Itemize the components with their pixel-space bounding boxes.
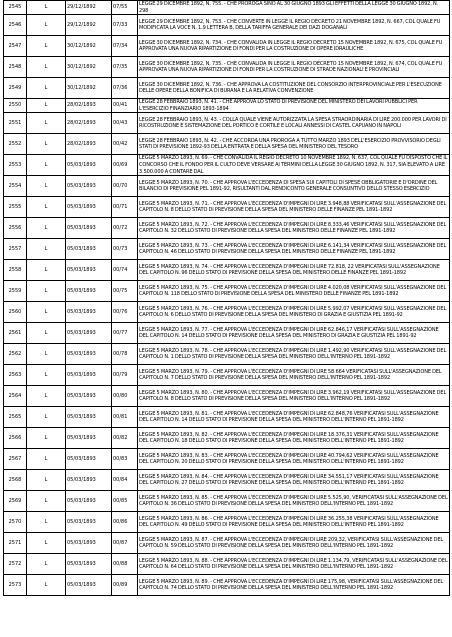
- record-number-cell: 00/69: [112, 155, 138, 176]
- record-date-cell: 05/03/1893: [66, 554, 112, 575]
- record-id-cell: 2559: [4, 281, 27, 302]
- record-text: LEGGE 5 MARZO 1893, N. 77. - CHE APPROVA L'ECCEDENZA D'IMPEGNI DI LIRE 62.846,17 VERIFICATASI SULL'ASSEGNAZIONE DEL CAPITOLO N. 14 DELLO STATO DI PREVISIONE DELLA SPESA DEL MINISTERO DI GRAZIA E GIUSTIZIA PEL 1891-92: [139, 326, 439, 340]
- record-text-cell: [138, 302, 450, 323]
- record-text: LEGGE 5 MARZO 1893, N. 89. - CHE APPROVA L'ECCEDENZA D'IMPEGNI DI LIRE 175,98, VERIFICATASI SULL'ASSEGNAZIONE DEL CAPITOLO N. 74 DELLO STATO DI PREVISIONE DELLA SPESA DEL MINISTERO DELL'INTERNO PEL 1891-1892: [139, 578, 444, 592]
- record-number-cell: 07/35: [112, 57, 138, 78]
- record-text-cell: [138, 239, 450, 260]
- record-id-cell: 2563: [4, 365, 27, 386]
- record-text-cell: [138, 218, 450, 239]
- record-number-cell: 00/72: [112, 218, 138, 239]
- record-text: LEGGE 5 MARZO 1893, N. 78. - CHE APPROVA L'ECCEDENZA D'IMPEGNI DI LIRE 1.492,90 VERIFICATASI SULL'ASSEGNAZIONE DEL CAPITOLO N. 1 DELLO STATO DI PREVISIONE DELLA SPESA DEL MINISTERO DELL'INTERNO PEL 1891-1892: [139, 347, 447, 361]
- table-row: [4, 218, 450, 239]
- record-date-cell: 05/03/1893: [66, 386, 112, 407]
- record-type-cell: L: [27, 344, 66, 365]
- record-type-cell: L: [27, 386, 66, 407]
- record-text: LEGGE 30 DICEMBRE 1892, N. 734. - CHE CONVALIDA IN LEGGE IL REGIO DECRETO 15 NOVEMBRE 1892, N. 675, COL QUALE FU APPROVATA UNA NUOVA RIPARTIZIONE DI FONDI PER LA COSTRUZIONE DI OPERE IDRAULICHE: [139, 39, 443, 53]
- table-row: [4, 99, 450, 113]
- record-text-cell: [138, 78, 450, 99]
- record-number-cell: 00/84: [112, 470, 138, 491]
- laws-table: [3, 0, 450, 596]
- record-date-cell: 05/03/1893: [66, 302, 112, 323]
- record-text: LEGGE 30 DICEMBRE 1892, N. 736. - CHE APPROVA LA COSTITUZIONE DEL CONSORZIO INTERPROVINCIALE PER L'ESECUZIONE DELLE OPERE DELLA BONIFICA DI BURANA E LA RELATIVA CONVENZIONE: [139, 81, 442, 95]
- record-text: LEGGE 5 MARZO 1893, N. 84. - CHE APPROVA L'ECCEDENZA D'IMPEGNI DI LIRE 34.551,17 VERIFICATASI SULL'ASSEGNAZIONE DEL CAPITOLO N. 27 DELLO STATO DI PREVISIONE DELLA SPESA DEL MINISTERO DELL'INTERNO PEL 1891-1892: [139, 473, 439, 487]
- record-text-cell: [138, 512, 450, 533]
- table-row: [4, 155, 450, 176]
- record-id-cell: 2550: [4, 99, 27, 113]
- record-date-cell: 05/03/1893: [66, 491, 112, 512]
- table-row: [4, 323, 450, 344]
- record-date-cell: 28/02/1893: [66, 134, 112, 155]
- record-id-cell: 2557: [4, 239, 27, 260]
- record-id-cell: 2561: [4, 323, 27, 344]
- record-type-cell: L: [27, 176, 66, 197]
- record-date-cell: 05/03/1893: [66, 365, 112, 386]
- table-row: [4, 239, 450, 260]
- record-number-cell: 00/89: [112, 575, 138, 596]
- record-type-cell: L: [27, 428, 66, 449]
- table-row: [4, 15, 450, 36]
- record-type-cell: L: [27, 260, 66, 281]
- record-id-cell: 2553: [4, 155, 27, 176]
- record-type-cell: L: [27, 57, 66, 78]
- record-text-cell: [138, 176, 450, 197]
- record-date-cell: 05/03/1893: [66, 428, 112, 449]
- record-text-cell: [138, 575, 450, 596]
- record-number-cell: 00/86: [112, 512, 138, 533]
- record-type-cell: L: [27, 36, 66, 57]
- laws-table-body: [4, 1, 450, 596]
- record-date-cell: 05/03/1893: [66, 407, 112, 428]
- record-number-cell: 00/80: [112, 386, 138, 407]
- record-text-cell: [138, 134, 450, 155]
- record-number-cell: 00/82: [112, 428, 138, 449]
- record-date-cell: 30/12/1892: [66, 78, 112, 99]
- record-id-cell: 2554: [4, 176, 27, 197]
- record-date-cell: 05/03/1893: [66, 197, 112, 218]
- table-row: [4, 260, 450, 281]
- record-type-cell: L: [27, 78, 66, 99]
- record-type-cell: L: [27, 197, 66, 218]
- record-id-cell: 2565: [4, 407, 27, 428]
- record-number-cell: 00/70: [112, 176, 138, 197]
- record-text-cell: [138, 386, 450, 407]
- record-id-cell: 2567: [4, 449, 27, 470]
- table-row: [4, 113, 450, 134]
- record-type-cell: L: [27, 407, 66, 428]
- record-text-cell: [138, 365, 450, 386]
- record-text: LEGGE 5 MARZO 1893, N. 86. - CHE APPROVA L'ECCEDENZA D'IMPEGNI DI LIRE 36.255,38 VERIFICATASI SULL'ASSEGNAZIONE DEL CAPITOLO N. 49 DELLO STATO DI PREVISIONE DELLA SPESA DEL MINISTERO DELL'INTERNO PEL 1891-1892: [139, 515, 439, 529]
- record-date-cell: 05/03/1893: [66, 239, 112, 260]
- record-type-cell: L: [27, 113, 66, 134]
- record-date-cell: 05/03/1893: [66, 533, 112, 554]
- table-row: [4, 575, 450, 596]
- record-text-cell: [138, 554, 450, 575]
- record-type-cell: L: [27, 302, 66, 323]
- table-row: [4, 1, 450, 15]
- record-type-cell: L: [27, 1, 66, 15]
- record-date-cell: 05/03/1893: [66, 512, 112, 533]
- record-type-cell: L: [27, 365, 66, 386]
- record-type-cell: L: [27, 134, 66, 155]
- record-id-cell: 2546: [4, 15, 27, 36]
- record-text-cell: [138, 344, 450, 365]
- record-text-cell: [138, 323, 450, 344]
- record-id-cell: 2545: [4, 1, 27, 15]
- record-number-cell: 00/87: [112, 533, 138, 554]
- record-text-cell: [138, 470, 450, 491]
- record-type-cell: L: [27, 575, 66, 596]
- record-id-cell: 2562: [4, 344, 27, 365]
- table-row: [4, 197, 450, 218]
- table-row: [4, 407, 450, 428]
- record-text: LEGGE 5 MARZO 1893, N. 75. - CHE APPROVA L'ECCEDENZA D'IMPEGNI DI LIRE 4.020,08 VERIFICATASI SULL'ASSEGNAZIONE DEL CAPITOLO N. 118 DELLO STATO DI PREVISIONE DELLA SPESA DEL MINISTERO DELLE FINANZE PEL 1891-1892: [139, 284, 447, 298]
- record-type-cell: L: [27, 323, 66, 344]
- record-text: LEGGE 5 MARZO 1893, N. 83. - CHE APPROVA L'ECCEDENZA D'IMPEGNI DI LIRE 40.794,62 VERIFICATASI SULL'ASSEGNAZIONE DEL CAPITOLO N. 20 DELLO STATO DI PREVISIONE DELLA SPESA DEL MINISTERO DELL'INTERNO PEL 1891-1892: [139, 452, 439, 466]
- record-text: LEGGE 5 MARZO 1893, N. 70. - CHE APPROVA L'ECCEDENZA DI SPESA SUI CAPITOLI DI SPESE OBBLIGATORIE E D'ORDINE DEL BILANCIO DI PREVISIONE PEL 1891-92, RISULTANTI DAL RENDICONTO GENERALE CONSUNTIVO DELLO STESSO ESERCIZIO: [139, 179, 438, 193]
- table-row: [4, 176, 450, 197]
- record-number-cell: 07/33: [112, 15, 138, 36]
- record-date-cell: 29/12/1892: [66, 15, 112, 36]
- record-number-cell: 00/81: [112, 407, 138, 428]
- table-row: [4, 281, 450, 302]
- record-text: LEGGE 5 MARZO 1893, N. 73. - CHE APPROVA L'ECCEDENZA D'IMPEGNI DI LIRE 6.141,34 VERIFICATASI SULL'ASSEGNAZIONE DEL CAPITOLO N. 46 DELLO STATO DI PREVISIONE DELLA SPESA DEL MINISTERO DELLE FINANZE PEL 1891-1892: [139, 242, 447, 256]
- record-text: LEGGE 30 DICEMBRE 1892, N. 735. - CHE CONVALIDA IN LEGGE IL REGIO DECRETO 15 NOVEMBRE 1892, N. 674, COL QUALE FU APPROVATA UNA NUOVA RIPARTIZIONE DI FONDI PER LA COSTRUZIONE DI STRADE NAZIONALI E PROVINCIALI: [139, 60, 443, 74]
- record-date-cell: 30/12/1892: [66, 36, 112, 57]
- record-text: LEGGE 5 MARZO 1893, N. 82. - CHE APPROVA L'ECCEDENZA D'IMPEGNI DI LIRE 18.376,31 VERIFICATASI SULL'ASSEGNAZIONE DEL CAPITOLO N. 18 DELLO STATO DI PREVISIONE DELLA SPESA DEL MINISTERO DELL'INTERNO PEL 1891-1892: [139, 431, 439, 445]
- record-text: LEGGE 5 MARZO 1893, N. 80. - CHE APPROVA L'ECCEDENZA D'IMPEGNI DI LIRE 3.962,19 VERIFICATASI SULL'ASSEGNAZIONE DEL CAPITOLO N. 8 DELLO STATO DI PREVISIONE DELLA SPESA DEL MINISTERO DELL'INTERNO PEL 1891-1892: [139, 389, 447, 403]
- record-id-cell: 2568: [4, 470, 27, 491]
- table-row: [4, 78, 450, 99]
- record-text: LEGGE 28 FEBBRAIO 1893, N. 41. - CHE APPROVA LO STATO DI PREVISIONE DEL MINISTERO DEI LAVORI PUBBLICI PER L'ESERCIZIO FINANZIARIO 1893-1894: [139, 99, 418, 112]
- record-text: LEGGE 5 MARZO 1893, N. 88. - CHE APPROVA L'ECCEDENZA D'IMPEGNI DI LIRE 1.134,79, VERIFICATASI SULL'ASSEGNAZIONE DEL CAPITOLO N. 64 DELLO STATO DI PREVISIONE DELLA SPESA DEL MINISTERO DELL'INTERNO PEL 1891-1892: [139, 557, 448, 571]
- record-text: LEGGE 5 MARZO 1893, N. 71. - CHE APPROVA L'ECCEDENZA D'IMPEGNI DI LIRE 3.948,88 VERIFICATASI SULL'ASSEGNAZIONE DEL CAPITOLO N. 8 DELLO STATO DI PREVISIONE DELLA SPESA DEL MINISTERO DELLE FINANZE PEL 1891-1892: [139, 200, 447, 214]
- record-type-cell: L: [27, 491, 66, 512]
- record-date-cell: 05/03/1893: [66, 260, 112, 281]
- table-row: [4, 512, 450, 533]
- record-text: LEGGE 5 MARZO 1893, N. 74. - CHE APPROVA L'ECCEDENZA D'IMPEGNI DI LIRE 72.818, 22 VERIFICATASI SULL'ASSEGNAZIONE DEL CAPITOLO N. 96 DELLO STATO DI PREVISIONE DELLA SPESA DEL MINISTERO DELLE FINANZE PEL 1891-1892: [139, 263, 440, 277]
- record-text: LEGGE 5 MARZO 1893, N. 79. - CHE APPROVA L'ECCEDENZA D'IMPEGNI DI LIRE 58.664 VERIFICATASI SULL'ASSEGNAZIONE DEL CAPITOLO N. 7 DELLO STATO DI PREVISIONE DELLA SPESA DEL MINISTERO DELL'INTERNO PEL 1891-1892: [139, 368, 442, 382]
- record-id-cell: 2571: [4, 533, 27, 554]
- record-type-cell: L: [27, 533, 66, 554]
- record-type-cell: L: [27, 449, 66, 470]
- record-text-cell: [138, 260, 450, 281]
- record-number-cell: 00/75: [112, 281, 138, 302]
- record-number-cell: 00/88: [112, 554, 138, 575]
- record-text-cell: [138, 1, 450, 15]
- record-number-cell: 00/41: [112, 99, 138, 113]
- record-text-cell: [138, 281, 450, 302]
- table-row: [4, 470, 450, 491]
- record-type-cell: L: [27, 155, 66, 176]
- record-text-cell: [138, 197, 450, 218]
- record-number-cell: 00/78: [112, 344, 138, 365]
- record-text: LEGGE 5 MARZO 1893, N. 72. - CHE APPROVA L'ECCEDENZA D'IMPEGNI DI LIRE 8.333,46 VERIFICATASI SULL'ASSEGNAZIONE DEL CAPITOLO N. 32 DELLO STATO DI PREVISIONE DELLA SPESA DEL MINISTERO DELLE FINANZE PEL 1891-1892: [139, 221, 447, 235]
- record-number-cell: 00/79: [112, 365, 138, 386]
- table-row: [4, 302, 450, 323]
- record-type-cell: L: [27, 281, 66, 302]
- record-type-cell: L: [27, 470, 66, 491]
- record-text: LEGGE 5 MARZO 1893, N. 69. - CHE CONVALIDA IL REGIO DECRETO 10 NOVEMBRE 1892, N. 637, COL QUALE FU DISPOSTO CHE IL CONCORSO CHE IL FONDO PER IL CULTO DEVE VERSARE AI TERMINI DELLA LEGGE 30 GIUGNO 1892, N. 317, SIA ELEVATO A LIRE 3.500.000 A CONTARE DAL: [139, 155, 448, 175]
- record-text-cell: [138, 491, 450, 512]
- record-text-cell: [138, 155, 450, 176]
- table-row: [4, 57, 450, 78]
- record-id-cell: 2566: [4, 428, 27, 449]
- record-date-cell: 28/02/1893: [66, 113, 112, 134]
- record-date-cell: 05/03/1893: [66, 575, 112, 596]
- record-number-cell: 07/34: [112, 36, 138, 57]
- record-date-cell: 05/03/1893: [66, 155, 112, 176]
- record-id-cell: 2555: [4, 197, 27, 218]
- record-date-cell: 28/02/1893: [66, 99, 112, 113]
- record-text-cell: [138, 113, 450, 134]
- document-page: [3, 0, 449, 636]
- record-id-cell: 2549: [4, 78, 27, 99]
- record-text-cell: [138, 99, 450, 113]
- record-number-cell: 07/55: [112, 1, 138, 15]
- record-id-cell: 2560: [4, 302, 27, 323]
- record-text-cell: [138, 57, 450, 78]
- record-number-cell: 00/77: [112, 323, 138, 344]
- record-text-cell: [138, 449, 450, 470]
- record-date-cell: 05/03/1893: [66, 281, 112, 302]
- table-row: [4, 554, 450, 575]
- record-date-cell: 05/03/1893: [66, 176, 112, 197]
- record-text: LEGGE 29 DICEMBRE 1892, N. 755. - CHE PROROGA SINO AL 30 GIUGNO 1893 GLI EFFETTI DELLA LEGGE 30 GIUGNO 1892, N. 298: [139, 1, 439, 14]
- table-row: [4, 344, 450, 365]
- table-row: [4, 36, 450, 57]
- record-text: LEGGE 28 FEBBRAIO 1893, N. 42. - CHE ACCORDA UNA PROROGA A TUTTO MARZO 1893 DELL'ESERCIZIO PROVVISORIO DEGLI STATI DI PREVISIONE 1892-93 DELLA ENTRATA E DELLA SPESA DEL MINISTERO DEL TESORO: [139, 137, 441, 151]
- record-type-cell: L: [27, 15, 66, 36]
- record-id-cell: 2556: [4, 218, 27, 239]
- record-text: LEGGE 5 MARZO 1893, N. 76. - CHE APPROVA L'ECCEDENZA D'IMPEGNI DI LIRE 5.992,07 VERIFICATASI SULL'ASSEGNAZIONE DEL CAPITOLO N. 6 DELLO STATO DI PREVISIONE DELLA SPESA DEL MINISTERO DI GRAZIA E GIUSTIZIA PEL 1891-92: [139, 305, 447, 319]
- record-text: LEGGE 5 MARZO 1893, N. 85. - CHE APPROVA L'ECCEDENZA D'IMPEGNI DI LIRE 5.525,90, VERIFICATASI SULL'ASSEGNAZIONE DEL CAPITOLO N. 36 DELLO STATO DI PREVISIONE DELLA SPESA DEL MINISTERO DELL'INTERNO PEL 1891-1892: [139, 494, 448, 508]
- record-id-cell: 2558: [4, 260, 27, 281]
- record-date-cell: 05/03/1893: [66, 323, 112, 344]
- table-row: [4, 428, 450, 449]
- record-date-cell: 05/03/1893: [66, 344, 112, 365]
- record-number-cell: 00/76: [112, 302, 138, 323]
- record-number-cell: 07/36: [112, 78, 138, 99]
- record-text: LEGGE 5 MARZO 1893, N. 81. - CHE APPROVA L'ECCEDENZA D'IMPEGNI DI LIRE 62.848,76 VERIFICATASI SULL'ASSEGNAZIONE DEL CAPITOLO N. 14 DELLO STATO DI PREVISIONE DELLA SPESA DEL MINISTERO DELL'INTERNO PEL 1891-1892: [139, 410, 439, 424]
- record-text-cell: [138, 407, 450, 428]
- record-text-cell: [138, 15, 450, 36]
- record-text: LEGGE 29 DICEMBRE 1892, N. 753. - CHE CONVERTE IN LEGGE IL REGIO DECRETO 21 NOVEMBRE 1892, N. 667, COL QUALE FU MODIFICATA LA VOCE N. 1.9 LETTERA B, DELLA TARIFFA GENERALE DEI DAZI DOGANALI: [139, 18, 441, 32]
- record-date-cell: 05/03/1893: [66, 470, 112, 491]
- record-id-cell: 2548: [4, 57, 27, 78]
- record-number-cell: 00/71: [112, 197, 138, 218]
- record-id-cell: 2564: [4, 386, 27, 407]
- record-text: LEGGE 5 MARZO 1893, N. 87. - CHE APPROVA L'ECCEDENZA D'IMPEGNI DI LIRE 209,32, VERIFICATASI SULL'ASSEGNAZIONE DEL CAPITOLO N. 59 DELLO STATO DI PREVISIONE DELLA SPESA DEL MINISTERO DELL'INTERNO PEL 1891-1892: [139, 536, 444, 550]
- record-number-cell: 00/43: [112, 113, 138, 134]
- record-text: LEGGE 28 FEBBRAIO 1893, N. 43. - COLLA QUALE VIENE AUTORIZZATA LA SPESA STRAORDINARIA DI LIRE 200.000 PER LAVORI DI RICOSTRUZIONE E SISTEMAZIONE DEL PORTICO E CORTILE E LOCALI ANNESSI DI CASTEL CAPUANO IN NAPOLI: [139, 116, 447, 130]
- table-row: [4, 386, 450, 407]
- record-date-cell: 29/12/1892: [66, 1, 112, 15]
- record-type-cell: L: [27, 512, 66, 533]
- record-number-cell: 00/74: [112, 260, 138, 281]
- record-date-cell: 05/03/1893: [66, 218, 112, 239]
- record-number-cell: 00/73: [112, 239, 138, 260]
- record-date-cell: 30/12/1892: [66, 57, 112, 78]
- record-type-cell: L: [27, 218, 66, 239]
- table-row: [4, 365, 450, 386]
- table-row: [4, 491, 450, 512]
- record-text-cell: [138, 428, 450, 449]
- record-number-cell: 00/42: [112, 134, 138, 155]
- record-id-cell: 2547: [4, 36, 27, 57]
- record-type-cell: L: [27, 239, 66, 260]
- record-number-cell: 00/83: [112, 449, 138, 470]
- record-type-cell: L: [27, 99, 66, 113]
- record-id-cell: 2573: [4, 575, 27, 596]
- record-text-cell: [138, 533, 450, 554]
- record-date-cell: 05/03/1893: [66, 449, 112, 470]
- record-id-cell: 2552: [4, 134, 27, 155]
- record-id-cell: 2572: [4, 554, 27, 575]
- record-id-cell: 2570: [4, 512, 27, 533]
- record-id-cell: 2551: [4, 113, 27, 134]
- table-row: [4, 533, 450, 554]
- record-text-cell: [138, 36, 450, 57]
- table-row: [4, 449, 450, 470]
- table-row: [4, 134, 450, 155]
- record-id-cell: 2569: [4, 491, 27, 512]
- record-type-cell: L: [27, 554, 66, 575]
- record-number-cell: 00/85: [112, 491, 138, 512]
